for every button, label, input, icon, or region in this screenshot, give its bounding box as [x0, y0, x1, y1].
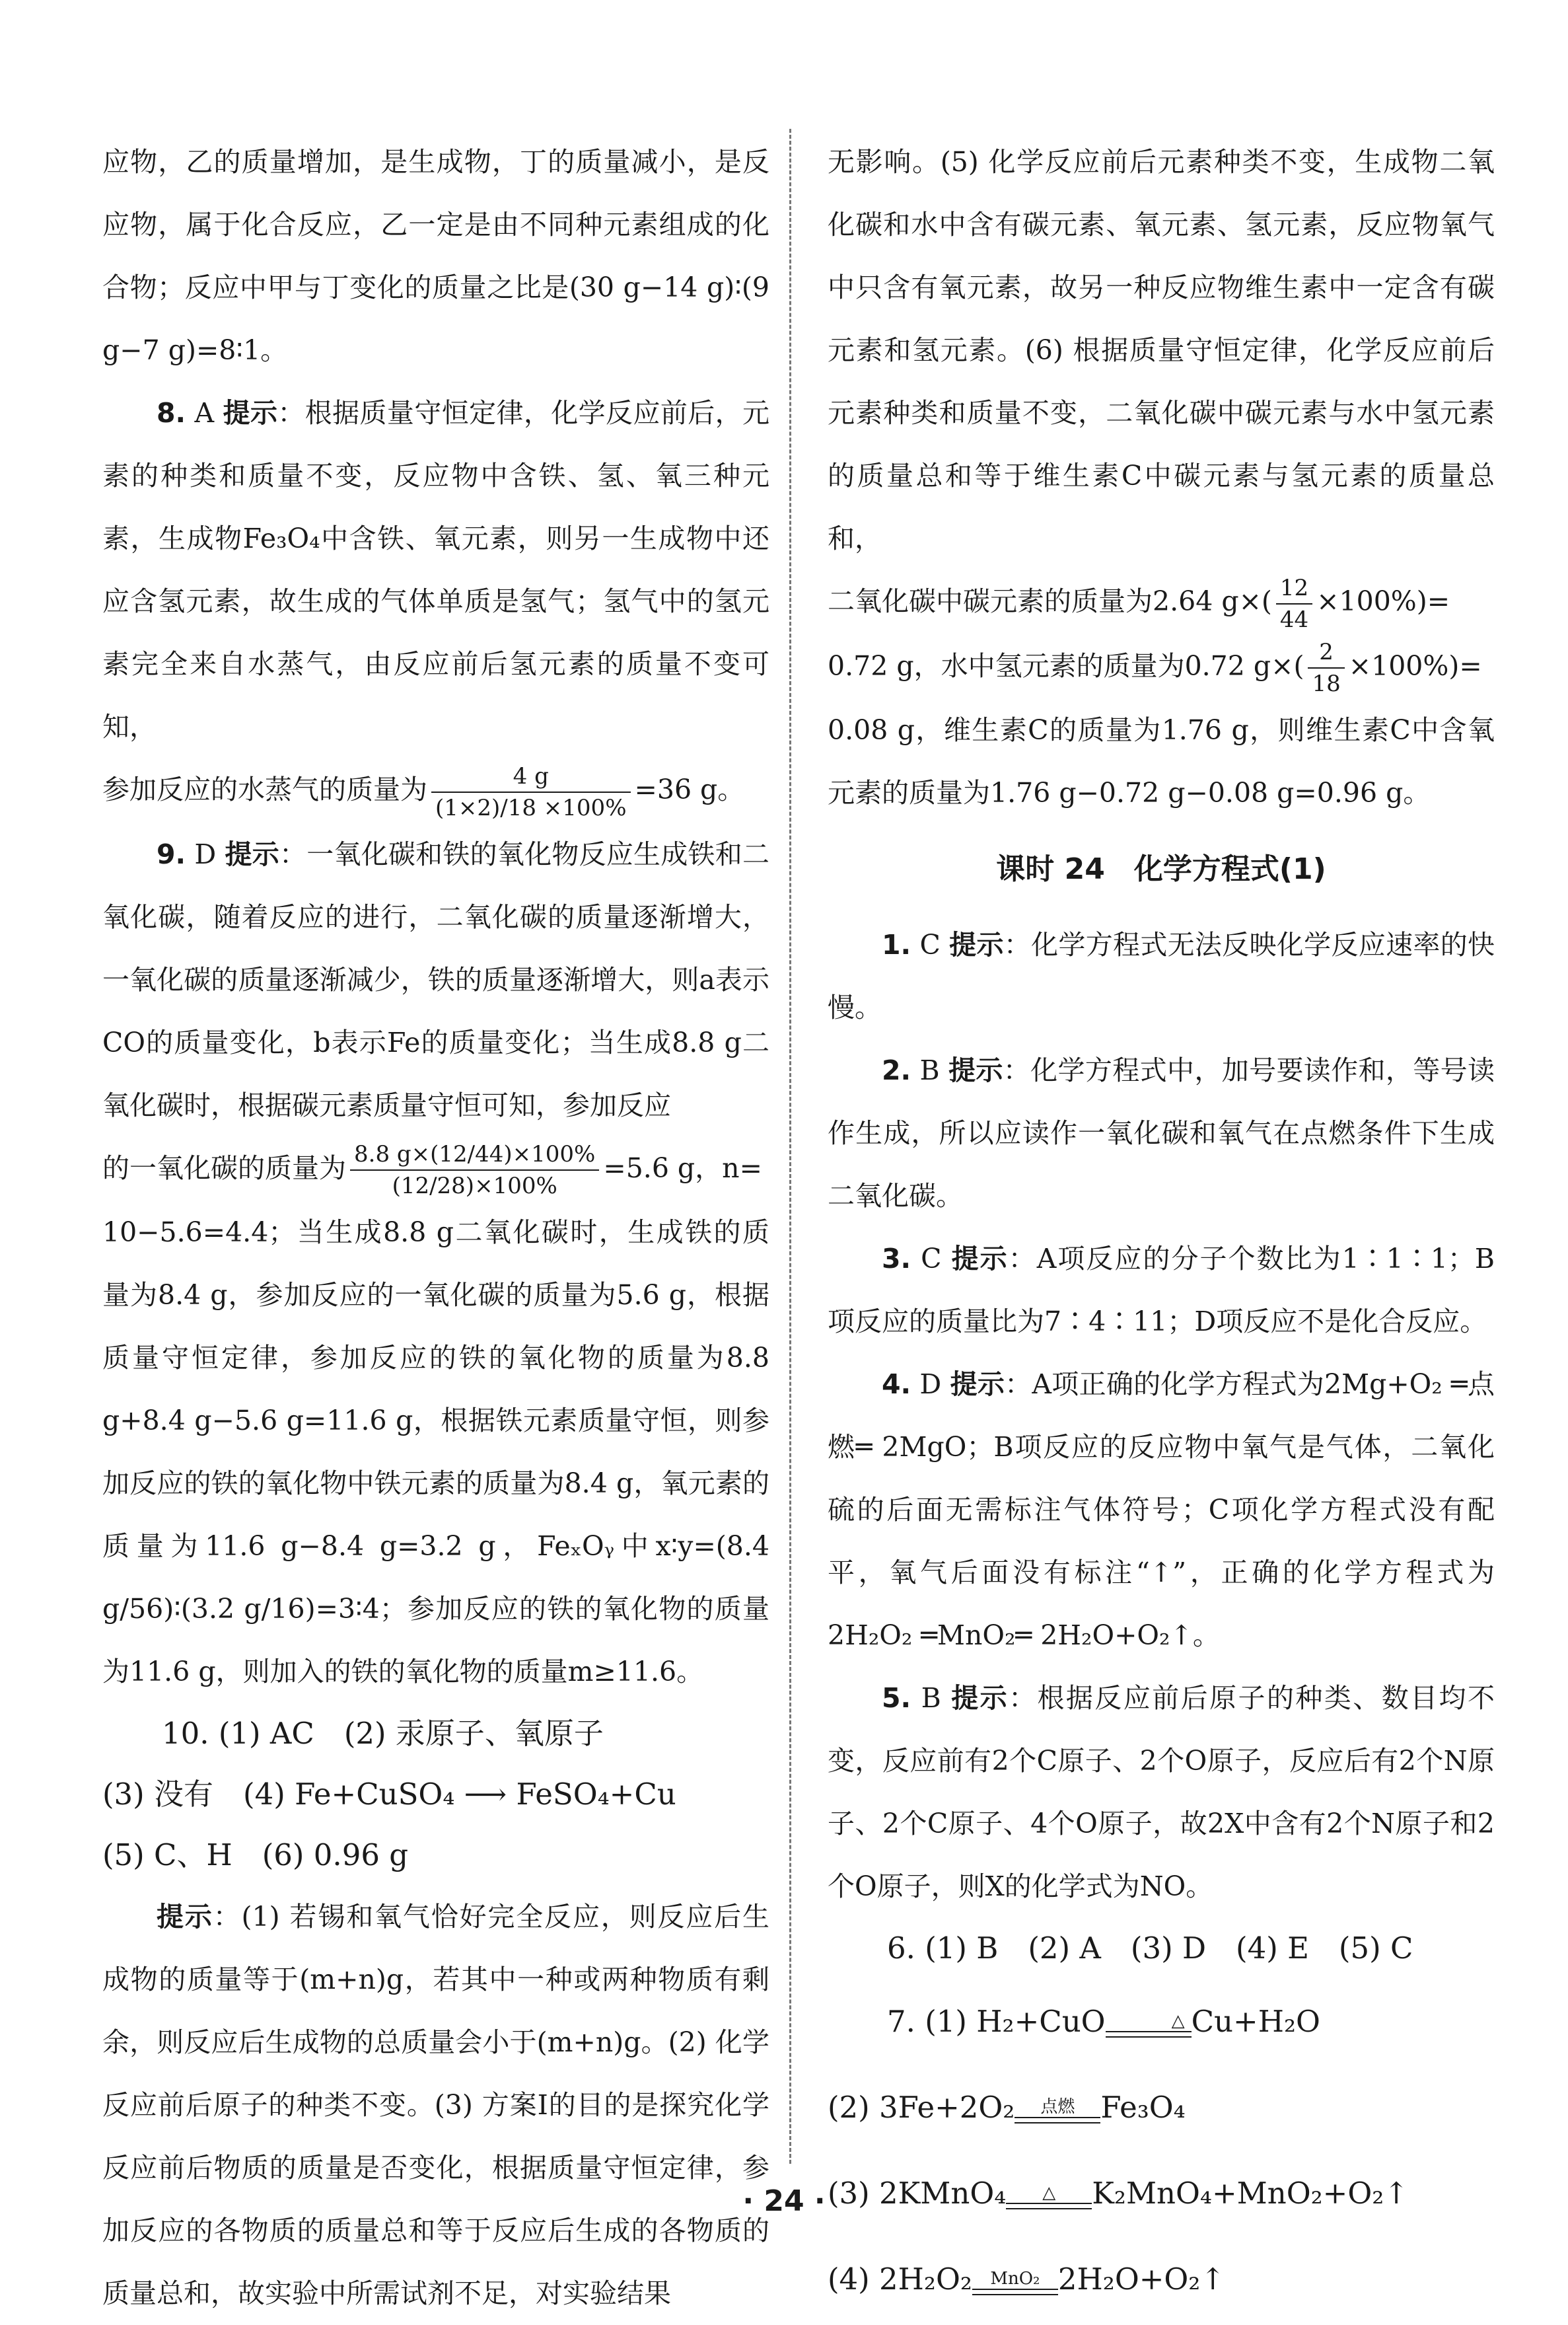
q8-fraction-bottom: (1×2)/18 ×100%: [435, 794, 627, 821]
tip-label: 提示: [157, 1901, 213, 1933]
q8-formula-pre: 参加反应的水蒸气的质量为: [102, 774, 427, 805]
a4-explanation: ：A项正确的化学方程式为2Mg+O₂ ═点燃═ 2MgO；B项反应的反应物中氧气是气体，二氧化硫的后面无需标注气体符号；C项化学方程式没有配平，氧气后面没有标注“↑”，正确的化学方程式为2H₂O₂ ═MnO₂═ 2H₂O+O₂↑。: [828, 1368, 1495, 1651]
equation-7-2: [828, 2065, 1495, 2151]
calc2-fraction: [1308, 637, 1344, 699]
tip-label: 提示: [951, 1682, 1009, 1714]
tip-label: 提示: [950, 1368, 1005, 1400]
q9-answer: D: [194, 838, 217, 870]
q8-explanation: ：根据质量守恒定律，化学反应前后，元素的种类和质量不变，反应物中含铁、氢、氧三种元素，生成物Fe₃O₄中含铁、氧元素，则另一生成物中还应含氢元素，故生成的气体单质是氢气；氢气中的氢元素完全来自水蒸气，由反应前后氢元素的质量不变可知，: [102, 397, 770, 743]
tip-label: 提示: [223, 397, 278, 429]
calc1-bottom: 44: [1279, 606, 1309, 633]
eq2-reactants: (2) 3Fe+2O₂: [828, 2090, 1015, 2125]
tip-label: 提示: [225, 838, 280, 870]
calc1-top: 12: [1276, 573, 1312, 605]
answer-1: [828, 914, 1495, 1039]
answer-9: [102, 823, 769, 1137]
calc2-bottom: 18: [1312, 671, 1341, 697]
answer-8: [102, 382, 769, 758]
column-divider: [789, 129, 791, 2164]
eq4-products: 2H₂O+O₂↑: [1057, 2262, 1226, 2297]
q9-number: 9.: [157, 838, 186, 870]
q9-fraction: [350, 1139, 599, 1201]
equation-7-1: [828, 1979, 1495, 2065]
eq4-condition: [972, 2269, 1058, 2295]
answer-10-tip: [102, 1886, 769, 2325]
a4-answer: D: [919, 1368, 942, 1400]
right-column: [828, 131, 1495, 2322]
catalyst-label: MnO₂: [990, 2268, 1040, 2289]
q8-fraction: [431, 761, 631, 823]
answer-10-line1: 10. (1) AC (2) 汞原子、氧原子: [162, 1716, 604, 1751]
calc-line-2: [828, 635, 1495, 700]
ignite-label: 点燃: [1040, 2096, 1075, 2117]
a1-explanation: ：化学方程式无法反映化学反应速率的快慢。: [828, 929, 1495, 1023]
answer-10-line2: (3) 没有 (4) Fe+CuSO₄ ⟶ FeSO₄+Cu: [102, 1777, 676, 1812]
q8-number: 8.: [157, 397, 186, 429]
eq2-products: Fe₃O₄: [1100, 2090, 1186, 2125]
heat-symbol: △: [1171, 2011, 1185, 2031]
q9-formula-pre: 的一氧化碳的质量为: [102, 1152, 346, 1184]
answer-4: [828, 1353, 1495, 1667]
a1-answer: C: [919, 929, 941, 961]
tip-label: 提示: [949, 929, 1004, 961]
a3-explanation: ：A项反应的分子个数比为1∶1∶1；B项反应的质量比为7∶4∶11；D项反应不是化合反应。: [828, 1243, 1495, 1337]
a3-number: 3.: [882, 1243, 911, 1274]
continued-text-right: 无影响。(5) 化学反应前后元素种类不变，生成物二氧化碳和水中含有碳元素、氧元素、氢元素，反应物氧气中只含有氧元素，故另一种反应物维生素中一定含有碳元素和氢元素。(6) 根据质量守恒定律，化学反应前后元素种类和质量不变，二氧化碳中碳元素与水中氢元素的质量总和等于维生素C中碳元素与氢元素的质量总和，: [828, 146, 1495, 554]
a2-answer: B: [919, 1054, 940, 1086]
q8-formula-post: =36 g。: [634, 774, 745, 805]
equation-7-4: [828, 2236, 1495, 2322]
calc1-fraction: [1276, 573, 1312, 635]
a3-answer: C: [921, 1243, 942, 1274]
q9-fraction-top: 8.8 g×(12/44)×100%: [350, 1139, 599, 1171]
tip-label: 提示: [948, 1054, 1003, 1086]
calc-line-1: [828, 570, 1495, 635]
calc2-top: 2: [1308, 637, 1344, 669]
calc1-post: ×100%)=: [1316, 585, 1450, 617]
continued-text: 应物，乙的质量增加，是生成物，丁的质量减小，是反应物，属于化合反应，乙一定是由不同种元素组成的化合物；反应中甲与丁变化的质量之比是(30 g−14 g)∶(9 g−7 g)=8∶1。: [102, 146, 769, 366]
q8-answer: A: [194, 397, 215, 429]
section-heading: 课时 24 化学方程式(1): [996, 852, 1326, 886]
eq1-condition: [1106, 2011, 1192, 2038]
q9-fraction-bottom: (12/28)×100%: [392, 1173, 557, 1199]
a5-explanation: ：根据反应前后原子的种类、数目均不变，反应前有2个C原子、2个O原子，反应后有2个N原子、2个C原子、4个O原子，故2X中含有2个N原子和2个O原子，则X的化学式为NO。: [828, 1682, 1495, 1902]
a5-number: 5.: [882, 1682, 911, 1714]
calc2-pre: 0.72 g，水中氢元素的质量为0.72 g×(: [828, 649, 1304, 682]
a4-number: 4.: [882, 1368, 911, 1400]
eq1-products: Cu+H₂O: [1191, 2004, 1320, 2039]
q10-explanation: ：(1) 若锡和氧气恰好完全反应，则反应后生成物的质量等于(m+n)g，若其中一种或两种物质有剩余，则反应后生成物的总质量会小于(m+n)g。(2) 化学反应前后原子的种类不变。(3) 方案Ⅰ的目的是探究化学反应前后物质的质量是否变化，根据质量守恒定律，参加反应的各物质的质量总和等于反应后生成的各物质的质量总和，故实验中所需试剂不足，对实验结果: [102, 1901, 770, 2309]
left-column: [102, 131, 769, 2325]
page-number: · 24 ·: [742, 2184, 826, 2218]
calc-line-3: 0.08 g，维生素C的质量为1.76 g，则维生素C中含氧元素的质量为1.76 g−0.72 g−0.08 g=0.96 g。: [828, 714, 1495, 809]
a2-number: 2.: [882, 1054, 911, 1086]
answer-3: [828, 1228, 1495, 1353]
q9-formula-line: [102, 1137, 769, 1202]
q8-formula-line: [102, 758, 769, 823]
eq3-reactants: (3) 2KMnO₄: [828, 2176, 1007, 2211]
answer-10-line3: (5) C、H (6) 0.96 g: [102, 1837, 409, 1872]
eq2-condition: [1015, 2097, 1100, 2123]
q9-continued: 10−5.6=4.4；当生成8.8 g二氧化碳时，生成铁的质量为8.4 g，参加反应的一氧化碳的质量为5.6 g，根据质量守恒定律，参加反应的铁的氧化物的质量为8.8 g+8.4 g−5.6 g=11.6 g，根据铁元素质量守恒，则参加反应的铁的氧化物中铁元素的质量为8.4 g，氧元素的质量为11.6 g−8.4 g=3.2 g，FeₓOᵧ中x∶y=(8.4 g/56)∶(3.2 g/16)=3∶4；参加反应的铁的氧化物的质量为11.6 g，则加入的铁的氧化物的质量m≥11.6。: [102, 1216, 769, 1687]
q9-explanation: ：一氧化碳和铁的氧化物反应生成铁和二氧化碳，随着反应的进行，二氧化碳的质量逐渐增大，一氧化碳的质量逐渐减少，铁的质量逐渐增大，则a表示CO的质量变化，b表示Fe的质量变化；当生成8.8 g二氧化碳时，根据碳元素质量守恒可知，参加反应: [102, 838, 769, 1121]
eq4-reactants: (4) 2H₂O₂: [828, 2262, 972, 2297]
heat-symbol: △: [1042, 2182, 1056, 2203]
calc1-pre: 二氧化碳中碳元素的质量为2.64 g×(: [828, 585, 1272, 617]
eq3-products: K₂MnO₄+MnO₂+O₂↑: [1092, 2176, 1409, 2211]
a1-number: 1.: [882, 929, 911, 961]
answer-2: [828, 1039, 1495, 1228]
q9-formula-post: =5.6 g，n=: [603, 1152, 762, 1184]
answer-6: 6. (1) B (2) A (3) D (4) E (5) C: [887, 1931, 1413, 1966]
a5-answer: B: [921, 1682, 941, 1714]
tip-label: 提示: [951, 1243, 1009, 1274]
calc2-post: ×100%)=: [1348, 649, 1482, 682]
eq1-reactants: 7. (1) H₂+CuO: [887, 2004, 1106, 2039]
a2-explanation: ：化学方程式中，加号要读作和，等号读作生成，所以应读作一氧化碳和氧气在点燃条件下生成二氧化碳。: [828, 1054, 1495, 1212]
answer-5: [828, 1667, 1495, 1918]
q8-fraction-top: 4 g: [431, 761, 631, 793]
